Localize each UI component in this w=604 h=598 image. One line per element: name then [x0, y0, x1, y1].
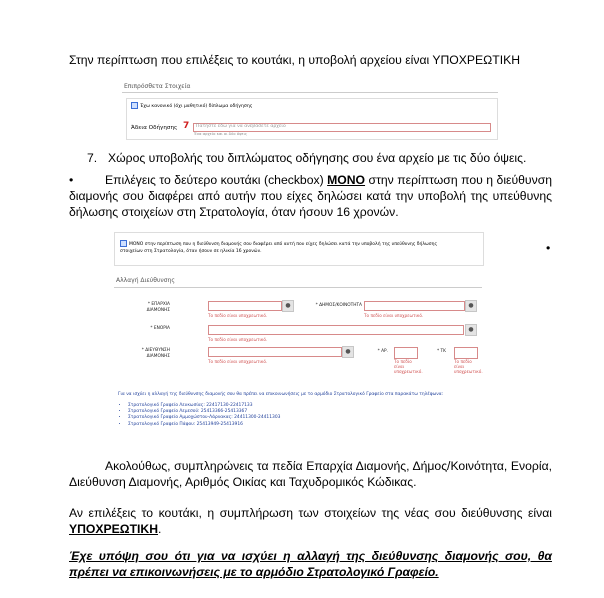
- info-text: Για να ισχύει η αλλαγή της διεύθυνσης διαμονής σου θα πρέπει να επικοινωνήσεις με το αρμόδιο Στρατολογικό Γραφείο στα παρακάτω τηλέφωνα:: [118, 392, 444, 397]
- dimos-select[interactable]: [364, 301, 465, 311]
- enoria-error: Το πεδίο είναι υποχρεωτικό.: [208, 337, 268, 342]
- office-item: • Στρατολογικό Γραφείο Πάφου: 25413949-25413916: [128, 422, 280, 428]
- label-ar: * ΑΡ.: [377, 349, 388, 354]
- label-eparxia: * ΕΠΑΡΧΙΑ ΔΙΑΜΟΝΗΣ: [146, 302, 170, 313]
- stray-bullet: •: [546, 241, 551, 255]
- para-required-strong: ΥΠΟΧΡΕΩΤΙΚΗ: [69, 522, 159, 536]
- eparxia-error: Το πεδίο είναι υποχρεωτικό.: [208, 313, 268, 318]
- bullet-paragraph: [69, 172, 552, 220]
- licence-checkbox-row: [131, 102, 252, 110]
- item-7-text: Χώρος υποβολής του διπλώματος οδήγησης σου ένα αρχείο με τις δύο όψεις.: [108, 151, 527, 165]
- address-checkbox-row: [120, 240, 460, 255]
- label-enoria: * ΕΝΟΡΙΑ: [150, 326, 170, 331]
- para-fill-fields: Ακολούθως, συμπληρώνεις τα πεδία Επαρχία Διαμονής, Δήμος/Κοινότητα, Ενορία, Διεύθυνση Διαμονής, Αριθμός Οικίας και Ταχυδρομικός Κώδικας.: [69, 459, 552, 489]
- offices-list: [114, 403, 280, 428]
- office-item: • Στρατολογικό Γραφείο Λεμεσού: 25413366-25413367: [128, 409, 280, 415]
- dimos-clear-icon[interactable]: ●: [465, 300, 477, 312]
- address-checkbox-text: ΜΟΝΟ στην περίπτωση που η διεύθυνση διαμονής σου διαφέρει από αυτή που είχες δηλώσει κατά την υποβολή της υπεύθυνης δήλωσης στοιχείων στη Στρατολογία, όταν ήσουν σε ηλικία 16 χρονών.: [120, 242, 438, 254]
- office-item: • Στρατολογικό Γραφείο Αμμοχώστου-Λάρνακας: 24411300-24411303: [128, 415, 280, 421]
- eparxia-select[interactable]: [208, 301, 282, 311]
- office-item: • Στρατολογικό Γραφείο Λευκωσίας: 22417130-22417133: [128, 403, 280, 409]
- upload-placeholder: Πατήστε εδώ για να ανεβάσετε αρχείο: [196, 124, 286, 129]
- para-required-end: .: [158, 522, 162, 536]
- enoria-select[interactable]: [208, 325, 464, 335]
- licence-field-label: Άδεια Οδήγησης: [131, 125, 178, 131]
- dieuthinsi-input[interactable]: [208, 347, 342, 357]
- form-panel: [126, 98, 498, 140]
- enoria-clear-icon[interactable]: ●: [465, 324, 477, 336]
- para-note: Έχε υπόψη σου ότι για να ισχύει η αλλαγή της διεύθυνσης διαμονής σου, θα πρέπει να επικοινωνήσεις με το αρμόδιο Στρατολογικό Γραφείο.: [69, 549, 552, 579]
- checkbox-panel: [114, 232, 484, 266]
- tk-error: Το πεδίο είναι υποχρεωτικό.: [454, 359, 483, 374]
- label-tk: * ΤΚ: [437, 349, 446, 354]
- checkbox-label: Έχω κανονικό (όχι μαθητικό) δίπλωμα οδήγησης: [140, 104, 253, 109]
- dieuthinsi-error: Το πεδίο είναι υποχρεωτικό.: [208, 359, 268, 364]
- ar-error: Το πεδίο είναι υποχρεωτικό.: [394, 359, 423, 374]
- eparxia-clear-icon[interactable]: ●: [282, 300, 294, 312]
- intro-line: Στην περίπτωση που επιλέξεις το κουτάκι, η υποβολή αρχείου είναι ΥΠΟΧΡΕΩΤΙΚΗ: [69, 53, 521, 67]
- address-divider: [114, 287, 482, 288]
- tk-input[interactable]: [454, 347, 478, 359]
- address-section-title: Αλλαγή Διεύθυνσης: [116, 277, 175, 284]
- bullet: •: [69, 173, 74, 187]
- label-dieuthinsi: * ΔΙΕΥΘΥΝΣΗ ΔΙΑΜΟΝΗΣ: [141, 348, 170, 359]
- licence-checkbox[interactable]: [131, 102, 138, 109]
- bullet-text-a: Επιλέγεις το δεύτερο κουτάκι (checkbox): [105, 173, 328, 187]
- screenshot-additional-info: [116, 78, 504, 142]
- divider: [122, 92, 498, 93]
- item-7-number: 7.: [87, 151, 98, 165]
- ar-input[interactable]: [394, 347, 418, 359]
- bullet-strong: ΜΟΝΟ: [327, 173, 366, 187]
- dieuthinsi-clear-icon[interactable]: ●: [342, 346, 354, 358]
- label-dimos: * ΔΗΜΟΣ/ΚΟΙΝΟΤΗΤΑ: [315, 303, 362, 308]
- bullet-text-b: στην περίπτωση που η διεύθυνση διαμονής σου διαφέρει από αυτήν που είχες δηλώσει κατά την υποβολή της υπεύθυνης δήλωσης στοιχείων στη Στρατολογία, όταν ήσουν 16 χρονών.: [69, 173, 552, 219]
- marker-seven: 7: [183, 121, 190, 131]
- para-required-text: Αν επιλέξεις το κουτάκι, η συμπλήρωση των στοιχείων της νέας σου διεύθυνσης είναι: [69, 506, 552, 520]
- upload-hint: Ένα αρχείο και οι δύο όψεις: [194, 131, 248, 136]
- dimos-error: Το πεδίο είναι υποχρεωτικό.: [364, 313, 424, 318]
- para-required: [69, 505, 552, 537]
- address-checkbox[interactable]: [120, 240, 127, 247]
- screenshot-address-change: [108, 231, 488, 441]
- section-title: Επιπρόσθετα Στοιχεία: [124, 83, 191, 90]
